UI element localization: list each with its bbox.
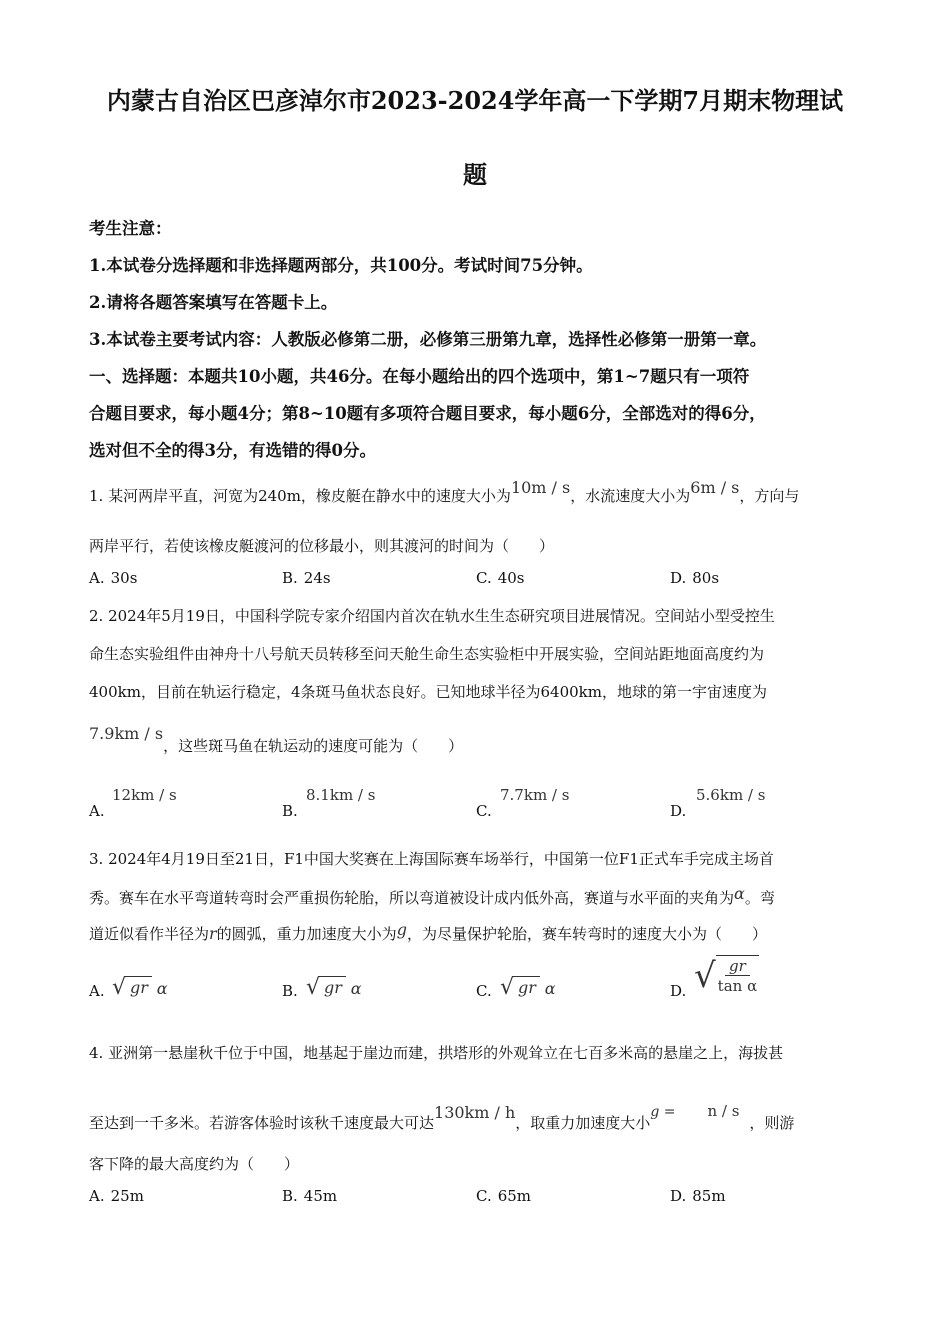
radicand: gr xyxy=(126,976,152,999)
sqrt-expression: √ $\frac{gr}{\text{tan α}}$ xyxy=(694,956,758,996)
notice-heading: 考生注意： xyxy=(89,219,172,238)
text: 至达到一千多米。若游客体验时该秋千速度最大可达 xyxy=(89,1114,435,1132)
denominator: tan α xyxy=(717,977,758,995)
option-d: D. xyxy=(670,802,687,820)
question-2-text: 命生态实验组件由神舟十八号航天员转移至问天舱生命生态实验柜中开展实验，空间站距地面高度约为 xyxy=(89,645,765,663)
option-value: 80s xyxy=(692,569,720,587)
option-b: B. xyxy=(282,802,298,820)
option-key: C. xyxy=(476,569,492,587)
question-2-text: 2. 2024年5月19日，中国科学院专家介绍国内首次在轨水生生态研究项目进展情况。空间站小型受控生 xyxy=(89,607,775,625)
question-4-text: 客下降的最大高度约为（ ） xyxy=(89,1155,300,1173)
option-value: 24s xyxy=(303,569,331,587)
option-key: D. xyxy=(670,569,687,587)
radicand: gr xyxy=(514,976,540,999)
option-c-math: 7.7km / s xyxy=(500,786,570,804)
option-value: 25m xyxy=(110,1187,144,1205)
math-alpha: α xyxy=(734,884,745,903)
text: ，这些斑马鱼在轨运动的速度可能为（ ） xyxy=(163,737,464,755)
option-value: 65m xyxy=(497,1187,532,1205)
notice-item: 3.本试卷主要考试内容：人教版必修第二册，必修第三册第九章，选择性必修第一册第一章。 xyxy=(89,330,767,349)
text: 秀。赛车在水平弯道转弯时会严重损伤轮胎，所以弯道被设计成内低外高，赛道与水平面的夹角为 xyxy=(89,889,735,907)
text: ，水流速度大小为 xyxy=(570,487,691,505)
option-a: A. xyxy=(89,802,105,820)
option-c: C. xyxy=(476,982,492,1000)
question-3-text xyxy=(89,920,879,944)
option-a xyxy=(89,1187,144,1205)
text: 道近似看作半径为 xyxy=(89,925,210,943)
option-a-math: 12km / s xyxy=(112,786,177,804)
option-b-math: 8.1km / s xyxy=(306,786,376,804)
option-c: C. xyxy=(476,802,492,820)
option-c xyxy=(476,569,525,587)
option-key: C. xyxy=(476,1187,492,1205)
math-radius: r xyxy=(209,924,217,943)
section-instruction: 合题目要求，每小题4分；第8~10题有多项符合题目要求，每小题6分，全部选对的得6分， xyxy=(89,404,766,423)
sqrt-expression: √ gr xyxy=(500,976,540,999)
math-unit: n / s xyxy=(707,1102,740,1120)
option-d xyxy=(670,1187,726,1205)
option-d-math xyxy=(694,955,759,996)
text: 。弯 xyxy=(744,889,775,907)
option-a xyxy=(89,569,137,587)
alpha-symbol: α xyxy=(544,979,556,998)
option-key: B. xyxy=(282,569,298,587)
text: ，为尽量保护轮胎，赛车转弯时的速度大小为（ ） xyxy=(406,925,767,943)
question-2-text xyxy=(89,724,879,756)
math-velocity: 10m / s xyxy=(510,478,571,497)
question-3-text xyxy=(89,884,879,908)
numerator: gr xyxy=(725,957,750,976)
math-velocity: 130km / h xyxy=(434,1103,516,1122)
question-2-text: 400km，目前在轨运行稳定，4条斑马鱼状态良好。已知地球半径为6400km，地球的第一宇宙速度为 xyxy=(89,683,767,701)
math-velocity: 6m / s xyxy=(690,478,740,497)
question-1-text: 两岸平行，若使该橡皮艇渡河的位移最小，则其渡河的时间为（ ） xyxy=(89,537,555,555)
option-key: D. xyxy=(670,1187,687,1205)
alpha-symbol: α xyxy=(350,979,362,998)
radicand: gr xyxy=(320,976,346,999)
text: 的圆弧，重力加速度大小为 xyxy=(216,925,397,943)
text: 1. 某河两岸平直，河宽为240m，橡皮艇在静水中的速度大小为 xyxy=(89,487,511,505)
page-title: 内蒙古自治区巴彦淖尔市2023-2024学年高一下学期7月期末物理试 xyxy=(106,86,844,115)
fraction xyxy=(718,957,758,996)
alpha-symbol: α xyxy=(156,979,168,998)
option-b xyxy=(282,1187,337,1205)
notice-item: 1.本试卷分选择题和非选择题两部分，共100分。考试时间75分钟。 xyxy=(89,256,593,275)
sqrt-expression: √ gr xyxy=(112,976,152,999)
option-value: 85m xyxy=(692,1187,726,1205)
option-c-math xyxy=(500,976,556,999)
option-d xyxy=(670,569,719,587)
question-4-text: 4. 亚洲第一悬崖秋千位于中国，地基起于崖边而建，拱塔形的外观耸立在七百多米高的悬崖之上，海拔甚 xyxy=(89,1044,784,1062)
option-key: B. xyxy=(282,1187,298,1205)
math-velocity: 7.9km / s xyxy=(89,724,164,743)
option-b-math xyxy=(306,976,362,999)
text: ，则游 xyxy=(749,1114,795,1132)
option-c xyxy=(476,1187,531,1205)
notice-item: 2.请将各题答案填写在答题卡上。 xyxy=(89,293,338,312)
option-value: 45m xyxy=(303,1187,338,1205)
text: ，取重力加速度大小 xyxy=(515,1114,651,1132)
math-gravity: g xyxy=(396,920,407,939)
option-key: A. xyxy=(89,569,105,587)
option-a: A. xyxy=(89,982,105,1000)
option-key: A. xyxy=(89,1187,105,1205)
sqrt-expression: √ gr xyxy=(306,976,346,999)
option-d-math: 5.6km / s xyxy=(696,786,766,804)
page-title-continued: 题 xyxy=(463,160,487,189)
option-a-math xyxy=(112,976,168,999)
option-value: 40s xyxy=(497,569,525,587)
option-b xyxy=(282,569,331,587)
section-instruction: 选对但不全的得3分，有选错的得0分。 xyxy=(89,441,376,460)
option-b: B. xyxy=(282,982,298,1000)
option-value: 30s xyxy=(110,569,138,587)
option-d: D. xyxy=(670,982,687,1000)
question-1-text xyxy=(89,478,879,506)
math-gravity: g = xyxy=(650,1104,676,1120)
question-4-text xyxy=(89,1102,879,1133)
section-instruction: 一、选择题：本题共10小题，共46分。在每小题给出的四个选项中，第1~7题只有一项符 xyxy=(89,367,750,386)
text: ，方向与 xyxy=(739,487,800,505)
question-3-text: 3. 2024年4月19日至21日，F1中国大奖赛在上海国际赛车场举行，中国第一位F1正式车手完成主场首 xyxy=(89,850,774,868)
